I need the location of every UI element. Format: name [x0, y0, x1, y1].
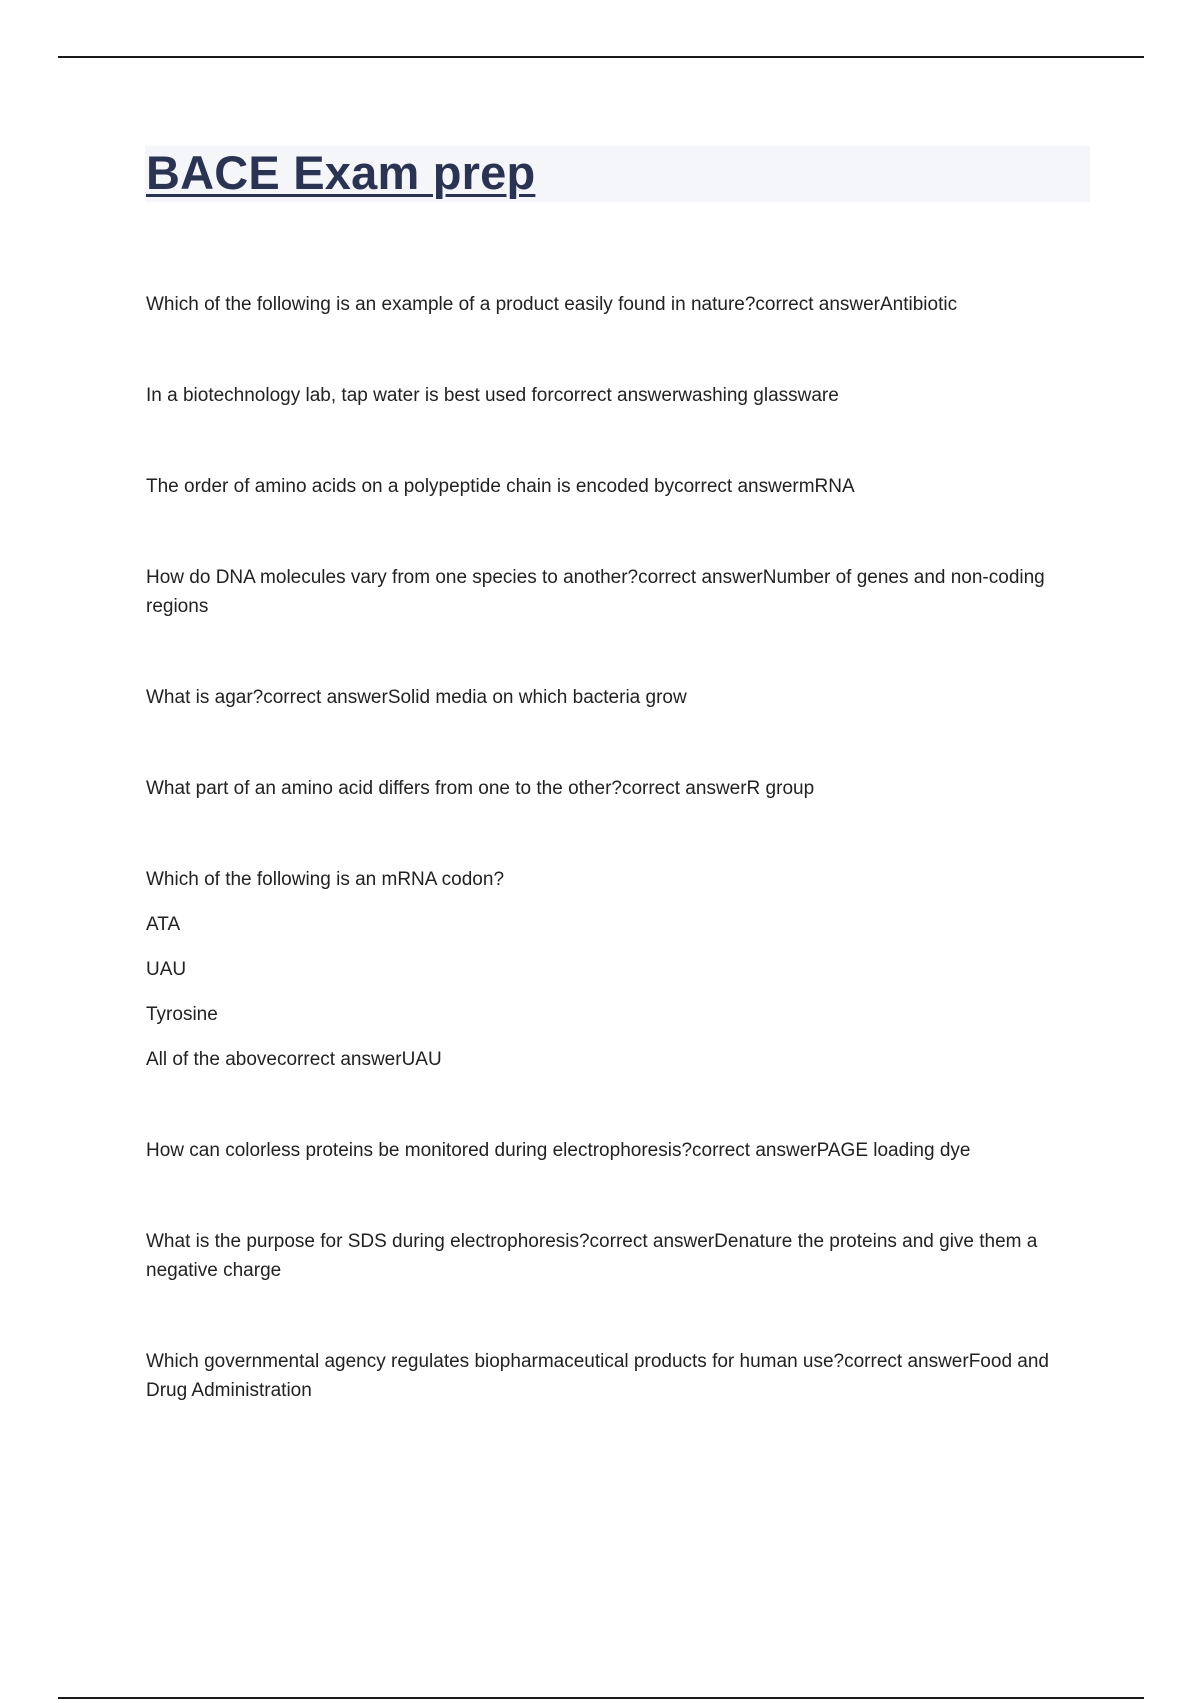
qa-item: [146, 472, 1086, 501]
bottom-rule: [58, 1697, 1144, 1699]
qa-option-answer: All of the abovecorrect answerUAU: [146, 1049, 442, 1070]
qa-item-multiple-choice: [146, 865, 1086, 1074]
qa-text: What is agar?correct answerSolid media on which bacteria grow: [146, 687, 687, 708]
top-rule: [58, 56, 1144, 58]
qa-list: [146, 290, 1086, 1467]
qa-text: How do DNA molecules vary from one species to another?correct answerNumber of genes and non-coding regions: [146, 567, 1045, 617]
qa-item: [146, 290, 1086, 319]
qa-text: How can colorless proteins be monitored during electrophoresis?correct answerPAGE loading dye: [146, 1140, 971, 1161]
qa-item: [146, 774, 1086, 803]
qa-item: [146, 381, 1086, 410]
qa-item: [146, 1347, 1086, 1405]
qa-item: [146, 1136, 1086, 1165]
qa-text: In a biotechnology lab, tap water is best used forcorrect answerwashing glassware: [146, 385, 839, 406]
qa-option: ATA: [146, 914, 181, 935]
qa-text: What part of an amino acid differs from one to the other?correct answerR group: [146, 778, 815, 799]
qa-item: [146, 683, 1086, 712]
qa-text: Which governmental agency regulates biopharmaceutical products for human use?correct answerFood and Drug Administration: [146, 1351, 1049, 1401]
qa-text: The order of amino acids on a polypeptide chain is encoded bycorrect answermRNA: [146, 476, 855, 497]
qa-option: UAU: [146, 959, 187, 980]
qa-item: [146, 563, 1086, 621]
qa-text: What is the purpose for SDS during electrophoresis?correct answerDenature the proteins and give them a negative charge: [146, 1231, 1038, 1281]
qa-option: Tyrosine: [146, 1004, 218, 1025]
qa-text: Which of the following is an example of a product easily found in nature?correct answerAntibiotic: [146, 294, 958, 315]
qa-question: Which of the following is an mRNA codon?: [146, 869, 505, 890]
qa-item: [146, 1227, 1086, 1285]
page-title: BACE Exam prep: [146, 146, 536, 199]
